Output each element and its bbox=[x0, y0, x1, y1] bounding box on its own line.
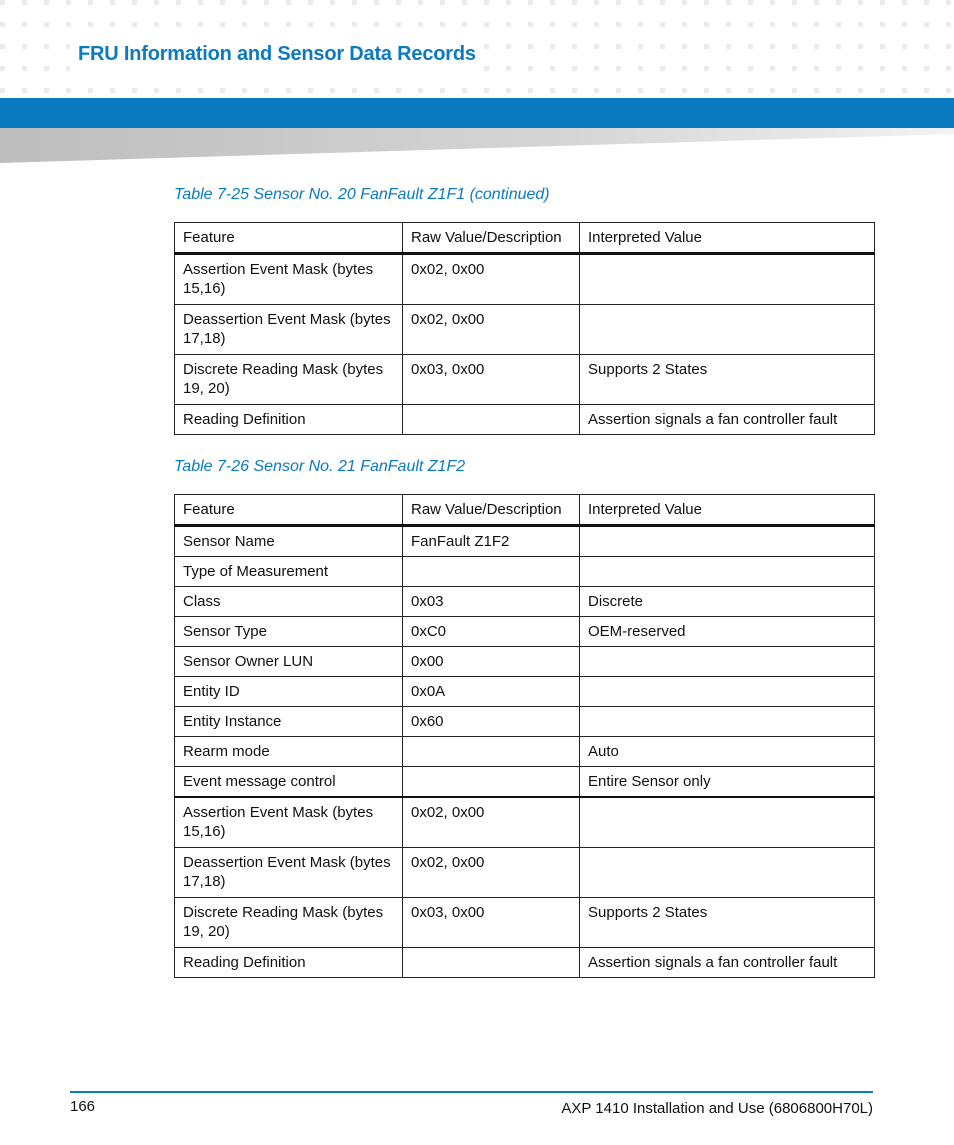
column-header-raw-value: Raw Value/Description bbox=[403, 495, 580, 526]
interpreted-value-cell bbox=[580, 647, 875, 677]
table-25 bbox=[174, 222, 875, 435]
interpreted-value-cell bbox=[580, 254, 875, 305]
feature-cell: Rearm mode bbox=[175, 737, 403, 767]
interpreted-value-cell: Supports 2 States bbox=[580, 898, 875, 948]
table-header-row bbox=[175, 223, 875, 254]
table-row bbox=[175, 617, 875, 647]
interpreted-value-cell: Auto bbox=[580, 737, 875, 767]
interpreted-value-cell bbox=[580, 526, 875, 557]
raw-value-cell: 0x03, 0x00 bbox=[403, 355, 580, 405]
table-26-caption: Table 7-26 Sensor No. 21 FanFault Z1F2 bbox=[174, 458, 466, 475]
raw-value-cell bbox=[403, 557, 580, 587]
column-header-interpreted-value: Interpreted Value bbox=[580, 495, 875, 526]
feature-cell: Class bbox=[175, 587, 403, 617]
table-row bbox=[175, 405, 875, 435]
feature-cell: Type of Measurement bbox=[175, 557, 403, 587]
interpreted-value-cell bbox=[580, 305, 875, 355]
feature-cell: Deassertion Event Mask (bytes 17,18) bbox=[175, 305, 403, 355]
table-row bbox=[175, 677, 875, 707]
footer-rule bbox=[70, 1091, 873, 1093]
table-row bbox=[175, 948, 875, 978]
column-header-feature: Feature bbox=[175, 223, 403, 254]
interpreted-value-cell bbox=[580, 848, 875, 898]
raw-value-cell bbox=[403, 737, 580, 767]
raw-value-cell bbox=[403, 405, 580, 435]
feature-cell: Sensor Name bbox=[175, 526, 403, 557]
raw-value-cell: 0x0A bbox=[403, 677, 580, 707]
page-title-band bbox=[70, 36, 484, 72]
feature-cell: Sensor Type bbox=[175, 617, 403, 647]
table-row bbox=[175, 355, 875, 405]
column-header-feature: Feature bbox=[175, 495, 403, 526]
table-row bbox=[175, 305, 875, 355]
table-row bbox=[175, 557, 875, 587]
raw-value-cell: 0xC0 bbox=[403, 617, 580, 647]
table-row bbox=[175, 737, 875, 767]
interpreted-value-cell bbox=[580, 707, 875, 737]
interpreted-value-cell: Assertion signals a fan controller fault bbox=[580, 405, 875, 435]
feature-cell: Reading Definition bbox=[175, 948, 403, 978]
table-header-row bbox=[175, 495, 875, 526]
interpreted-value-cell: Discrete bbox=[580, 587, 875, 617]
header-blue-bar bbox=[0, 98, 954, 128]
feature-cell: Event message control bbox=[175, 767, 403, 798]
raw-value-cell: 0x02, 0x00 bbox=[403, 254, 580, 305]
feature-cell: Entity ID bbox=[175, 677, 403, 707]
raw-value-cell bbox=[403, 767, 580, 798]
raw-value-cell: 0x02, 0x00 bbox=[403, 305, 580, 355]
raw-value-cell: 0x00 bbox=[403, 647, 580, 677]
column-header-interpreted-value: Interpreted Value bbox=[580, 223, 875, 254]
table-26 bbox=[174, 494, 875, 978]
table-row bbox=[175, 848, 875, 898]
raw-value-cell bbox=[403, 948, 580, 978]
interpreted-value-cell: Entire Sensor only bbox=[580, 767, 875, 798]
raw-value-cell: FanFault Z1F2 bbox=[403, 526, 580, 557]
interpreted-value-cell: Assertion signals a fan controller fault bbox=[580, 948, 875, 978]
raw-value-cell: 0x02, 0x00 bbox=[403, 797, 580, 848]
header-gray-wedge bbox=[0, 128, 954, 164]
raw-value-cell: 0x03 bbox=[403, 587, 580, 617]
table-row bbox=[175, 797, 875, 848]
table-row bbox=[175, 254, 875, 305]
table-row bbox=[175, 707, 875, 737]
feature-cell: Discrete Reading Mask (bytes 19, 20) bbox=[175, 355, 403, 405]
table-row bbox=[175, 587, 875, 617]
feature-cell: Reading Definition bbox=[175, 405, 403, 435]
page-title: FRU Information and Sensor Data Records bbox=[78, 42, 476, 65]
table-25-caption: Table 7-25 Sensor No. 20 FanFault Z1F1 (continued) bbox=[174, 186, 550, 203]
raw-value-cell: 0x60 bbox=[403, 707, 580, 737]
table-row bbox=[175, 647, 875, 677]
feature-cell: Sensor Owner LUN bbox=[175, 647, 403, 677]
feature-cell: Discrete Reading Mask (bytes 19, 20) bbox=[175, 898, 403, 948]
raw-value-cell: 0x02, 0x00 bbox=[403, 848, 580, 898]
feature-cell: Assertion Event Mask (bytes 15,16) bbox=[175, 254, 403, 305]
interpreted-value-cell bbox=[580, 677, 875, 707]
interpreted-value-cell: Supports 2 States bbox=[580, 355, 875, 405]
table-row bbox=[175, 898, 875, 948]
table-row bbox=[175, 526, 875, 557]
feature-cell: Assertion Event Mask (bytes 15,16) bbox=[175, 797, 403, 848]
interpreted-value-cell bbox=[580, 557, 875, 587]
document-title: AXP 1410 Installation and Use (6806800H70L) bbox=[561, 1100, 873, 1117]
table-row bbox=[175, 767, 875, 798]
column-header-raw-value: Raw Value/Description bbox=[403, 223, 580, 254]
interpreted-value-cell: OEM-reserved bbox=[580, 617, 875, 647]
feature-cell: Entity Instance bbox=[175, 707, 403, 737]
feature-cell: Deassertion Event Mask (bytes 17,18) bbox=[175, 848, 403, 898]
interpreted-value-cell bbox=[580, 797, 875, 848]
page-number: 166 bbox=[70, 1098, 96, 1115]
raw-value-cell: 0x03, 0x00 bbox=[403, 898, 580, 948]
